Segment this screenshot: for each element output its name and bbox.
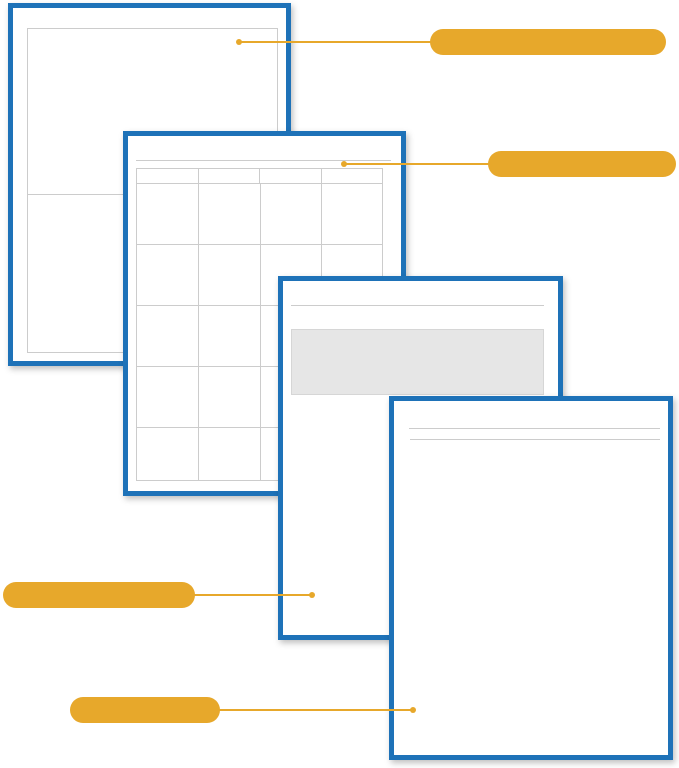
header-rule	[291, 305, 544, 306]
habit-table	[410, 439, 660, 440]
grid-column-line	[260, 183, 261, 480]
callout-leader	[240, 41, 432, 43]
inspiration-board-callout	[488, 151, 676, 177]
weekday-header	[322, 169, 383, 183]
yearly-overview-callout	[430, 29, 666, 55]
monthly-goal-callout	[3, 582, 195, 608]
header-rule	[136, 160, 391, 161]
weekday-header	[260, 169, 322, 183]
callout-dot	[410, 707, 416, 713]
callout-leader	[345, 163, 490, 165]
callout-leader	[218, 709, 412, 711]
weekday-header-row	[137, 169, 382, 184]
grid-column-line	[198, 183, 199, 480]
habit-tracker-callout	[70, 697, 220, 723]
weekday-header	[199, 169, 261, 183]
reminders-box	[291, 329, 544, 395]
grid-row-line	[137, 244, 382, 245]
callout-leader	[193, 594, 311, 596]
header-rule	[409, 428, 660, 429]
habit-tracker-page	[389, 396, 673, 760]
callout-dot	[309, 592, 315, 598]
weekday-header	[137, 169, 199, 183]
